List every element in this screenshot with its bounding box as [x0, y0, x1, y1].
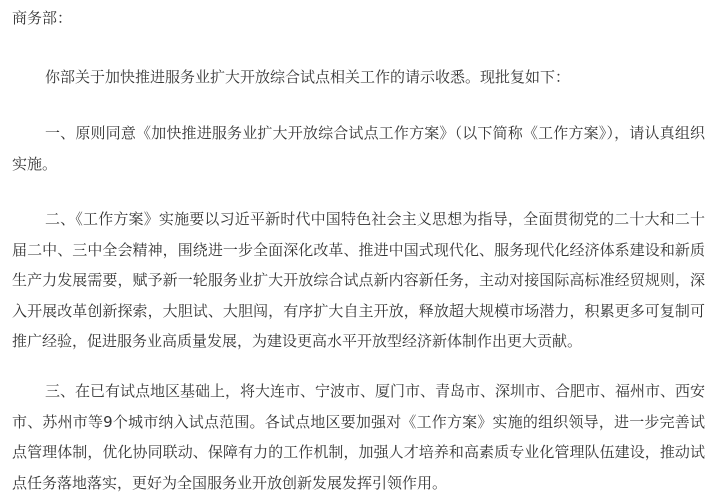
salutation: 商务部：	[12, 9, 73, 27]
paragraph-item-1: 一、原则同意《加快推进服务业扩大开放综合试点工作方案》（以下简称《工作方案》），请认真组织实施。	[12, 124, 705, 173]
paragraph-item-3: 三、在已有试点地区基础上，将大连市、宁波市、厦门市、青岛市、深圳市、合肥市、福州市、西安市、苏州市等9个城市纳入试点范围。各试点地区要加强对《工作方案》实施的组织领导，进一步完善试点管理体制，优化协同联动、保障有力的工作机制，加强人才培养和高素质专业化管理队伍建设，推动试点任务落地落实，更好为全国服务业开放创新发展发挥引领作用。	[12, 382, 706, 492]
paragraph-intro: 你部关于加快推进服务业扩大开放综合试点相关工作的请示收悉。现批复如下：	[45, 68, 571, 86]
paragraph-item-2: 二、《工作方案》实施要以习近平新时代中国特色社会主义思想为指导，全面贯彻党的二十大和二十届二中、三中全会精神，围绕进一步全面深化改革、推进中国式现代化、服务现代化经济体系建设和新质生产力发展需要，赋予新一轮服务业扩大开放综合试点新内容新任务，主动对接国际高标准经贸规则，深入开展改革创新探索，大胆试、大胆闯，有序扩大自主开放，释放超大规模市场潜力，积累更多可复制可推广经验，促进服务业高质量发展，为建设更高水平开放型经济新体制作出更大贡献。	[12, 210, 705, 350]
